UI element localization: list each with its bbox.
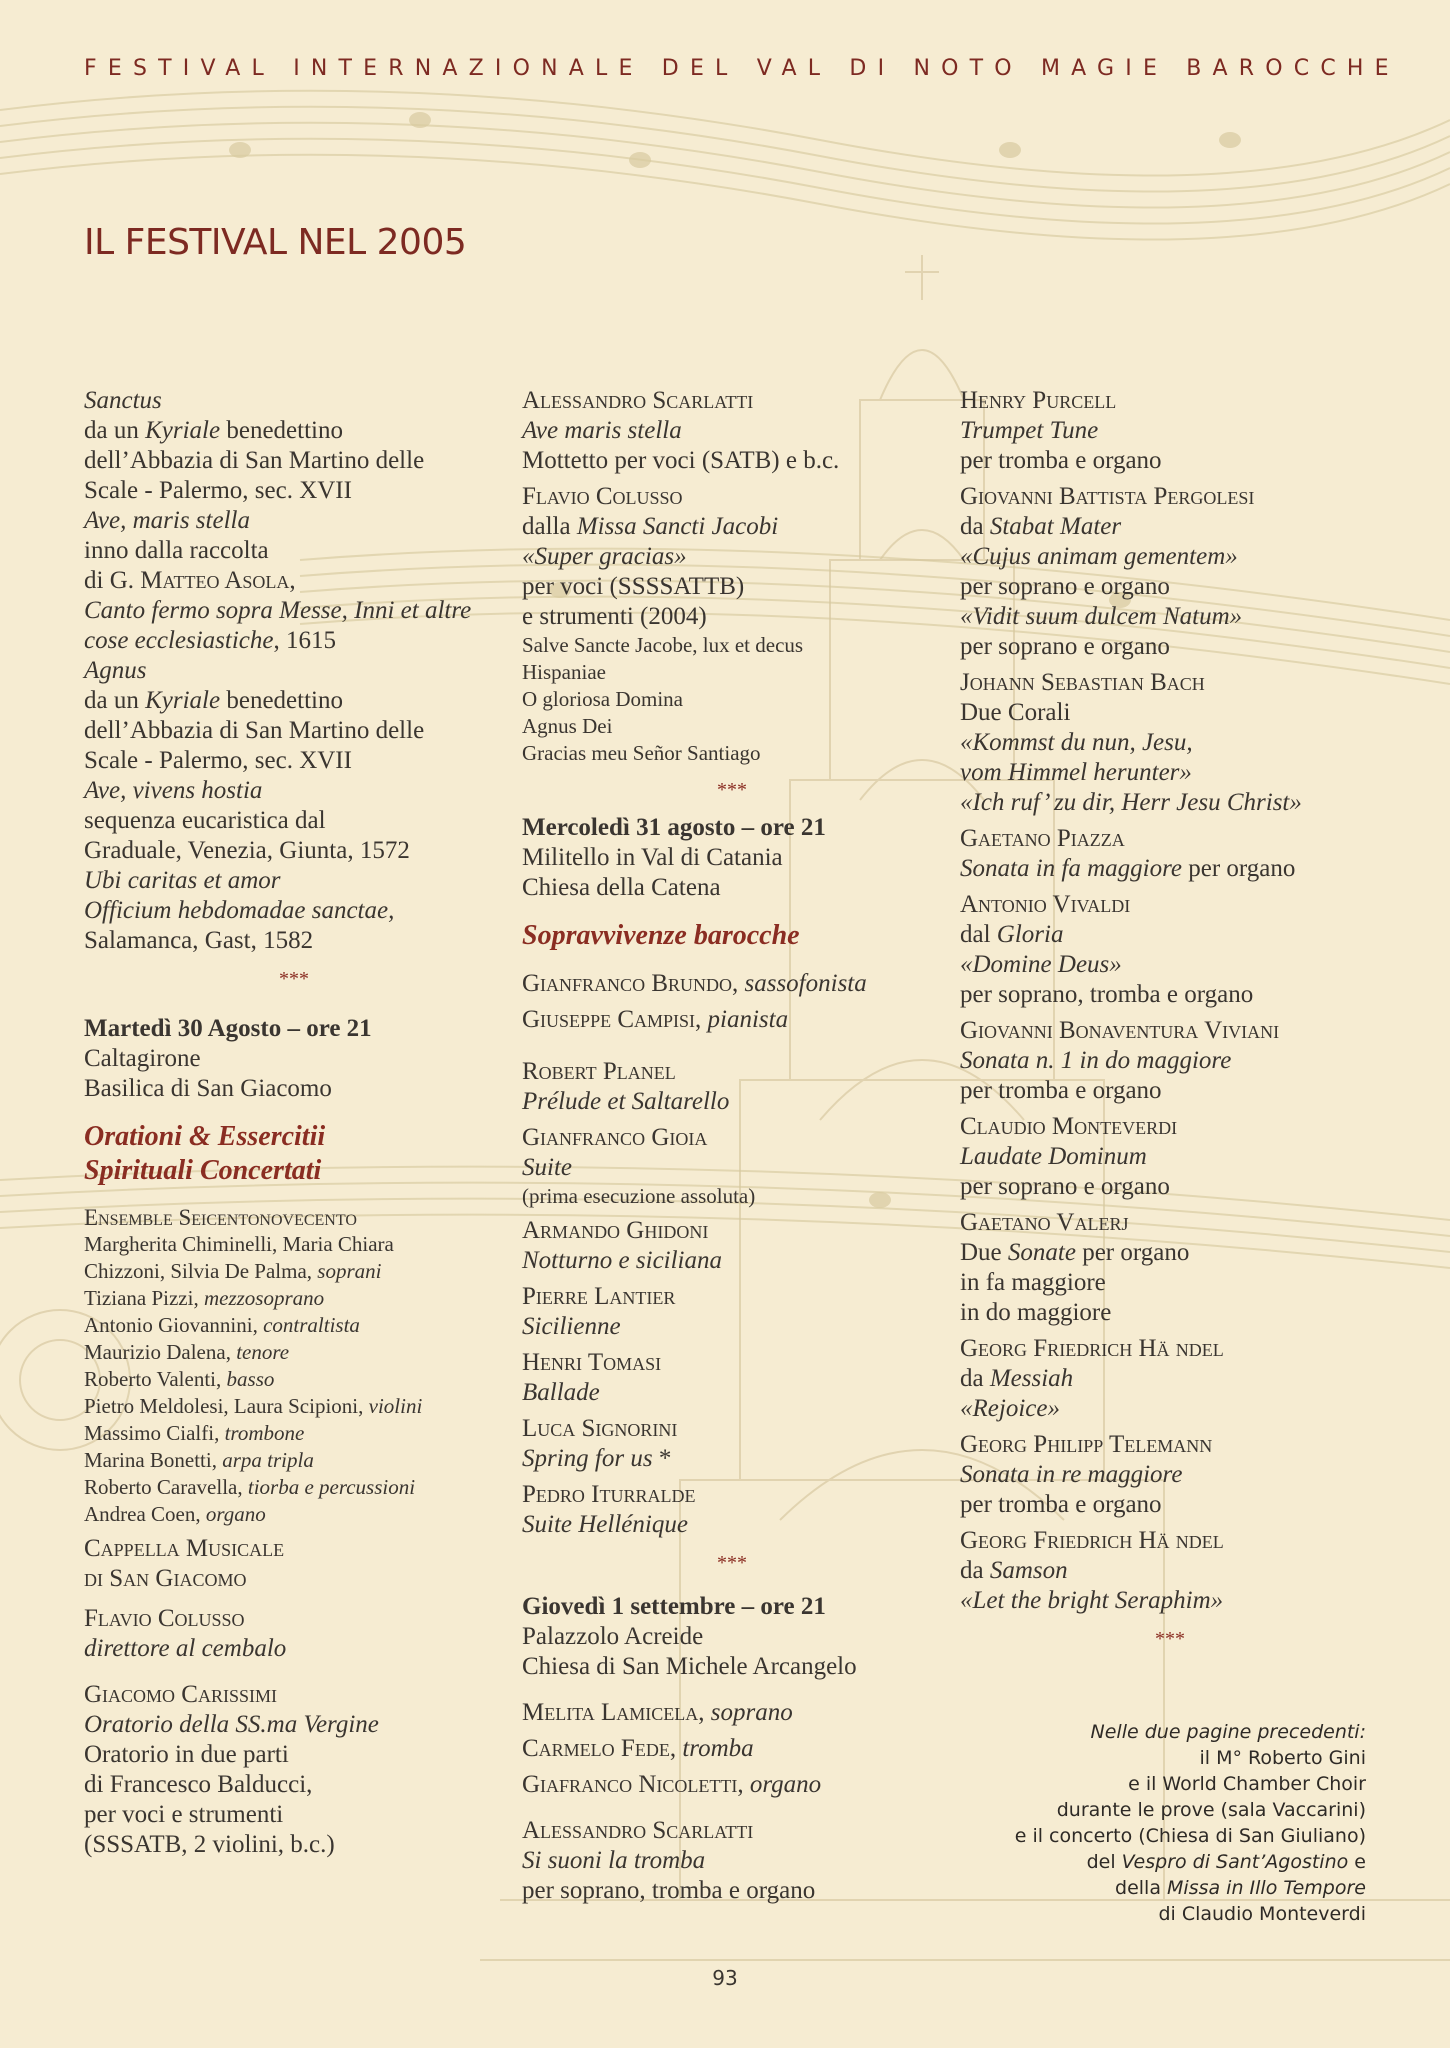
piece-title: Suite	[522, 1154, 572, 1181]
performer-line: Carmelo Fede, tromba	[522, 1735, 754, 1762]
text-line: per soprano e organo	[960, 573, 1170, 600]
separator-stars: ***	[1155, 1628, 1185, 1650]
text-line: dell’Abbazia di San Martino delle	[84, 447, 425, 474]
text-line: da Samson	[960, 1557, 1068, 1584]
performer-line: Tiziana Pizzi, mezzosoprano	[84, 1286, 325, 1310]
concert-town: Palazzolo Acreide	[522, 1623, 704, 1650]
concert-date: Martedì 30 Agosto – ore 21	[84, 1015, 372, 1042]
text-line: per tromba e organo	[960, 1491, 1162, 1518]
text-line: Due Sonate per organo	[960, 1239, 1190, 1266]
text-line: per voci (SSSSATTB)	[522, 573, 745, 600]
performer-line: Margherita Chiminelli, Maria Chiara	[84, 1232, 394, 1256]
piece-title: «Rejoice»	[960, 1395, 1060, 1422]
column-1	[84, 386, 504, 1860]
piece-title: Sonata n. 1 in do maggiore	[960, 1047, 1232, 1074]
caption-line: durante le prove (sala Vaccarini)	[1056, 1799, 1366, 1821]
photo-caption	[1015, 1719, 1366, 1927]
composer-name: Armando Ghidoni	[522, 1217, 709, 1244]
concert-title: Sopravvivenze barocche	[522, 920, 800, 951]
composer-name: Giacomo Carissimi	[84, 1681, 277, 1708]
concert-town: Caltagirone	[84, 1045, 201, 1072]
composer-name: Antonio Vivaldi	[960, 891, 1131, 918]
column-3	[960, 386, 1380, 1652]
text-line: (SSSATB, 2 violini, b.c.)	[84, 1831, 335, 1858]
piece-title: Ave maris stella	[522, 417, 682, 444]
text-line: (prima esecuzione assoluta)	[522, 1184, 756, 1208]
concert-town: Militello in Val di Catania	[522, 844, 783, 871]
text-line: Agnus Dei	[522, 714, 613, 738]
text-line: di G. Matteo Asola,	[84, 567, 296, 594]
text-line: di Francesco Balducci,	[84, 1771, 313, 1798]
piece-title: «Kommst du nun, Jesu,	[960, 729, 1193, 756]
composer-name: Johann Sebastian Bach	[960, 669, 1205, 696]
conductor-role: direttore al cembalo	[84, 1635, 287, 1662]
text-line: inno dalla raccolta	[84, 537, 269, 564]
text-line: in fa maggiore	[960, 1269, 1106, 1296]
text-line: per soprano e organo	[960, 633, 1170, 660]
ensemble-name: Cappella Musicale	[84, 1535, 285, 1562]
performer-line: Marina Bonetti, arpa tripla	[84, 1448, 314, 1472]
caption-line: e il concerto (Chiesa di San Giuliano)	[1014, 1825, 1366, 1847]
performer-line: Pietro Meldolesi, Laura Scipioni, violini	[84, 1394, 423, 1418]
page-number: 93	[712, 1966, 738, 1990]
piece-title: Ballade	[522, 1379, 600, 1406]
text-line: O gloriosa Domina	[522, 687, 683, 711]
text-line: per soprano, tromba e organo	[960, 981, 1254, 1008]
piece-title: Sonata in re maggiore	[960, 1461, 1183, 1488]
piece-title: «Let the bright Seraphim»	[960, 1587, 1224, 1614]
text-line: in do maggiore	[960, 1299, 1112, 1326]
caption-line: della Missa in Illo Tempore	[1115, 1877, 1366, 1899]
concert-venue: Basilica di San Giacomo	[84, 1075, 332, 1102]
piece-title: Prélude et Saltarello	[522, 1088, 730, 1115]
composer-name: Claudio Monteverdi	[960, 1113, 1178, 1140]
composer-name: Gaetano Valerj	[960, 1209, 1129, 1236]
text-line: Scale - Palermo, sec. XVII	[84, 747, 352, 774]
column-2	[522, 386, 942, 1906]
concert-title: Orationi & Essercitii	[84, 1121, 326, 1152]
piece-title: Trumpet Tune	[960, 417, 1099, 444]
composer-name: Robert Planel	[522, 1058, 676, 1085]
separator-stars: ***	[717, 1552, 747, 1574]
concert-title: Spirituali Concertati	[84, 1155, 322, 1186]
text-line: Oratorio in due parti	[84, 1741, 289, 1768]
performer-line: Massimo Cialfi, trombone	[84, 1421, 305, 1445]
performer-line: Chizzoni, Silvia De Palma, soprani	[84, 1259, 382, 1283]
text-line: cose ecclesiastiche, 1615	[84, 627, 336, 654]
piece-title: Notturno e siciliana	[522, 1247, 722, 1274]
text-line: per tromba e organo	[960, 1077, 1162, 1104]
piece-title: Suite Hellénique	[522, 1511, 688, 1538]
piece-title: Spring for us *	[522, 1445, 672, 1472]
text-line: dell’Abbazia di San Martino delle	[84, 717, 425, 744]
performer-line: Roberto Caravella, tiorba e percussioni	[84, 1475, 416, 1499]
caption-line: Nelle due pagine precedenti:	[1090, 1721, 1366, 1743]
concert-date: Giovedì 1 settembre – ore 21	[522, 1593, 826, 1620]
concert-venue: Chiesa di San Michele Arcangelo	[522, 1653, 857, 1680]
composer-name: Georg Friedrich Hä ndel	[960, 1335, 1224, 1362]
piece-title: «Super gracias»	[522, 543, 687, 570]
page-title: IL FESTIVAL NEL 2005	[84, 222, 467, 263]
text-line: Canto fermo sopra Messe, Inni et altre	[84, 597, 472, 624]
performer-line: Giuseppe Campisi, pianista	[522, 1006, 789, 1033]
caption-line: e il World Chamber Choir	[1128, 1773, 1366, 1795]
piece-title: Ave, maris stella	[84, 507, 250, 534]
text-line: da un Kyriale benedettino	[84, 687, 343, 714]
caption-line: del Vespro di Sant’Agostino e	[1086, 1851, 1366, 1873]
composer-name: Gianfranco Gioia	[522, 1124, 708, 1151]
caption-line: di Claudio Monteverdi	[1158, 1903, 1366, 1925]
text-line: da Stabat Mater	[960, 513, 1122, 540]
piece-title: Agnus	[84, 657, 147, 684]
composer-name: Pierre Lantier	[522, 1283, 676, 1310]
composer-name: Alessandro Scarlatti	[522, 387, 754, 414]
text-line: Salve Sancte Jacobe, lux et decus	[522, 633, 804, 657]
composer-name: Luca Signorini	[522, 1415, 678, 1442]
separator-stars: ***	[717, 779, 747, 801]
composer-name: Pedro Iturralde	[522, 1481, 696, 1508]
composer-name: Georg Friedrich Hä ndel	[960, 1527, 1224, 1554]
ensemble-name: Ensemble Seicentonovecento	[84, 1205, 357, 1230]
performer-line: Andrea Coen, organo	[84, 1502, 266, 1526]
text-line: dalla Missa Sancti Jacobi	[522, 513, 779, 540]
text-line: per tromba e organo	[960, 447, 1162, 474]
composer-name: Georg Philipp Telemann	[960, 1431, 1213, 1458]
concert-venue: Chiesa della Catena	[522, 874, 721, 901]
text-line: Mottetto per voci (SATB) e b.c.	[522, 447, 840, 474]
text-line: Sonata in fa maggiore per organo	[960, 855, 1296, 882]
performer-line: Gianfranco Brundo, sassofonista	[522, 970, 867, 997]
piece-title: «Domine Deus»	[960, 951, 1122, 978]
piece-title: vom Himmel herunter»	[960, 759, 1192, 786]
performer-line: Antonio Giovannini, contraltista	[84, 1313, 360, 1337]
text-line: Salamanca, Gast, 1582	[84, 927, 314, 954]
text-line: da un Kyriale benedettino	[84, 417, 343, 444]
piece-title: Ubi caritas et amor	[84, 867, 281, 894]
piece-title: Sicilienne	[522, 1313, 621, 1340]
performer-line: Roberto Valenti, basso	[84, 1367, 275, 1391]
piece-title: «Cujus animam gementem»	[960, 543, 1238, 570]
text-line: per soprano, tromba e organo	[522, 1877, 816, 1904]
piece-title: Si suoni la tromba	[522, 1847, 706, 1874]
text-line: per soprano e organo	[960, 1173, 1170, 1200]
composer-name: Henri Tomasi	[522, 1349, 662, 1376]
composer-name: Gaetano Piazza	[960, 825, 1125, 852]
text-line: Officium hebdomadae sanctae,	[84, 897, 395, 924]
concert-date: Mercoledì 31 agosto – ore 21	[522, 814, 826, 841]
text-line: dal Gloria	[960, 921, 1064, 948]
text-line: sequenza eucaristica dal	[84, 807, 326, 834]
piece-title: Sanctus	[84, 387, 162, 414]
piece-title: Ave, vivens hostia	[84, 777, 263, 804]
text-line: Due Corali	[960, 699, 1071, 726]
text-line: da Messiah	[960, 1365, 1074, 1392]
text-line: e strumenti (2004)	[522, 603, 707, 630]
ensemble-name: di San Giacomo	[84, 1565, 247, 1592]
text-line: Hispaniae	[522, 660, 606, 684]
composer-name: Flavio Colusso	[522, 483, 683, 510]
composer-name: Alessandro Scarlatti	[522, 1817, 754, 1844]
running-header: FESTIVAL INTERNAZIONALE DEL VAL DI NOTO MAGIE BAROCCHE	[84, 56, 1400, 81]
text-line: per voci e strumenti	[84, 1801, 284, 1828]
text-line: Scale - Palermo, sec. XVII	[84, 477, 352, 504]
composer-name: Giovanni Battista Pergolesi	[960, 483, 1255, 510]
separator-stars: ***	[279, 968, 309, 990]
composer-name: Henry Purcell	[960, 387, 1117, 414]
piece-title: «Ich ruf’ zu dir, Herr Jesu Christ»	[960, 789, 1302, 816]
performer-line: Giafranco Nicoletti, organo	[522, 1771, 822, 1798]
text-line: Graduale, Venezia, Giunta, 1572	[84, 837, 410, 864]
piece-title: Laudate Dominum	[960, 1143, 1147, 1170]
piece-title: «Vidit suum dulcem Natum»	[960, 603, 1243, 630]
composer-name: Giovanni Bonaventura Viviani	[960, 1017, 1280, 1044]
performer-line: Maurizio Dalena, tenore	[84, 1340, 290, 1364]
conductor-name: Flavio Colusso	[84, 1605, 245, 1632]
text-line: Gracias meu Señor Santiago	[522, 741, 761, 765]
piece-title: Oratorio della SS.ma Vergine	[84, 1711, 379, 1738]
performer-line: Melita Lamicela, soprano	[522, 1699, 793, 1726]
caption-line: il M° Roberto Gini	[1199, 1747, 1366, 1769]
